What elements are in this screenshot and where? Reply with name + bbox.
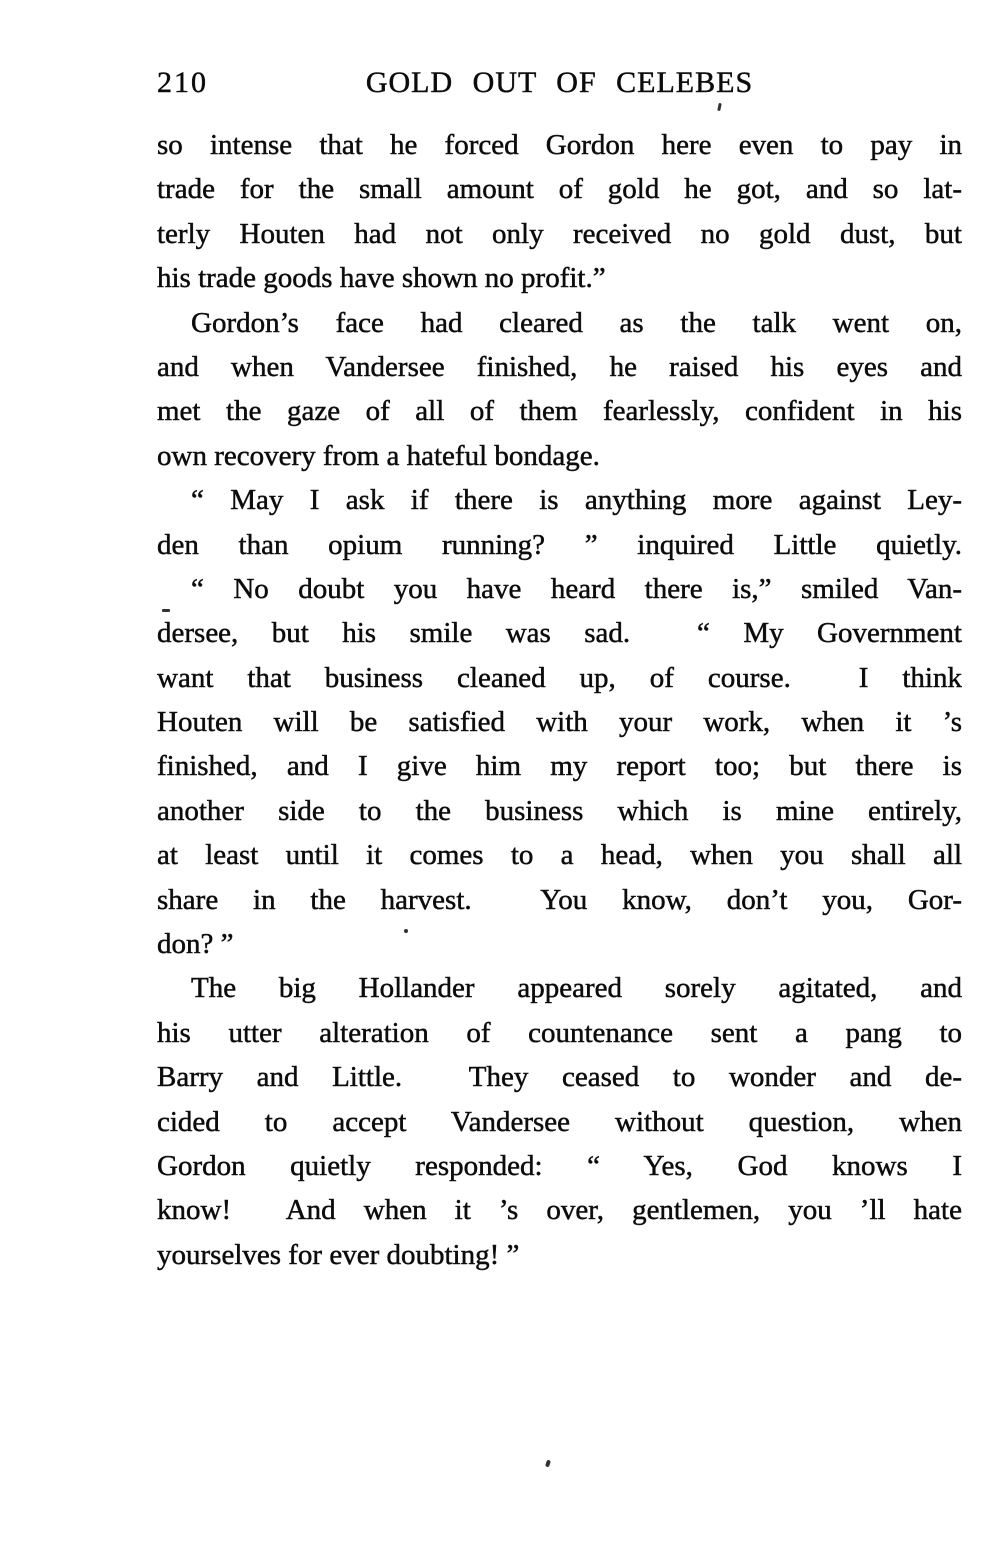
text-line: met the gaze of all of them fearlessly, confident in his bbox=[157, 395, 962, 428]
text-line: cided to accept Vandersee without question, when bbox=[157, 1105, 962, 1138]
text-block bbox=[157, 123, 962, 1277]
text-line: another side to the business which is mine entirely, bbox=[157, 794, 962, 827]
text-line: share in the harvest. You know, don’t you, Gor- bbox=[157, 883, 962, 916]
text-line: own recovery from a hateful bondage. bbox=[157, 439, 600, 472]
text-line: and when Vandersee finished, he raised his eyes and bbox=[157, 350, 962, 383]
ink-speck bbox=[545, 1460, 551, 1468]
text-line: yourselves for ever doubting! ” bbox=[157, 1238, 520, 1271]
text-line: finished, and I give him my report too; but there is bbox=[157, 750, 962, 783]
text-line: “ No doubt you have heard there is,” smiled Van- bbox=[191, 572, 962, 605]
text-line: Houten will be satisfied with your work, when it ’s bbox=[157, 706, 962, 739]
text-line: trade for the small amount of gold he got, and so lat- bbox=[157, 173, 962, 206]
page-number: 210 bbox=[157, 66, 208, 99]
text-line: want that business cleaned up, of course. I think bbox=[157, 661, 962, 694]
text-line: Barry and Little. They ceased to wonder and de- bbox=[157, 1061, 962, 1094]
text-line: The big Hollander appeared sorely agitated, and bbox=[191, 972, 962, 1005]
text-line: his trade goods have shown no profit.” bbox=[157, 262, 606, 295]
text-line: Gordon’s face had cleared as the talk went on, bbox=[191, 306, 962, 339]
text-line: know! And when it ’s over, gentlemen, you ’ll hate bbox=[157, 1194, 962, 1227]
text-line: at least until it comes to a head, when you shall all bbox=[157, 839, 962, 872]
text-line: don? ” bbox=[157, 928, 234, 961]
text-line: terly Houten had not only received no gold dust, but bbox=[157, 217, 962, 250]
ink-speck bbox=[162, 609, 170, 612]
text-line: so intense that he forced Gordon here even to pay in bbox=[157, 129, 962, 161]
running-title: GOLD OUT OF CELEBES bbox=[365, 66, 754, 99]
ink-speck bbox=[404, 929, 408, 933]
text-line: “ May I ask if there is anything more against Ley- bbox=[191, 484, 962, 517]
page-header bbox=[157, 64, 962, 104]
text-line: his utter alteration of countenance sent a pang to bbox=[157, 1016, 962, 1049]
text-line: den than opium running? ” inquired Little quietly. bbox=[157, 528, 962, 561]
ink-speck bbox=[717, 103, 722, 111]
text-line: Gordon quietly responded: “ Yes, God knows I bbox=[157, 1149, 962, 1182]
text-line: dersee, but his smile was sad. “ My Government bbox=[157, 617, 962, 650]
